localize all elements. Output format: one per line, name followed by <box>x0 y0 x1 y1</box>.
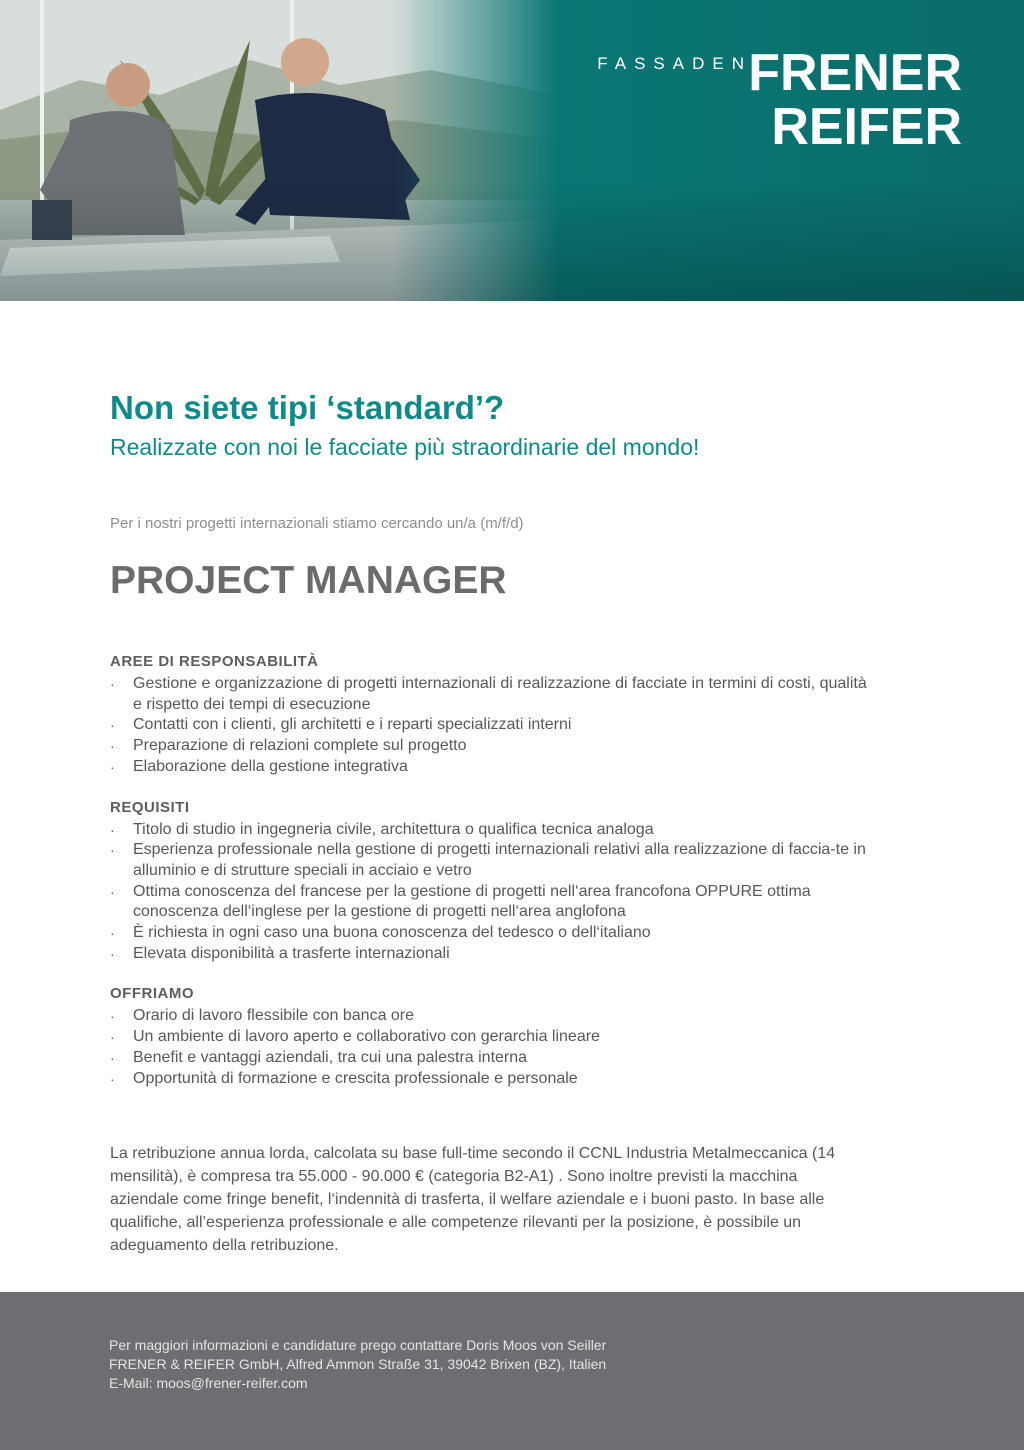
company-logo <box>597 44 962 156</box>
bullet-icon: · <box>110 1029 115 1046</box>
section-heading: REQUISITI <box>110 798 190 816</box>
offers-list <box>110 1006 890 1089</box>
headline: Non siete tipi ‘standard’? <box>110 389 505 426</box>
bullet-icon: · <box>110 676 115 692</box>
contact-line: Per maggiori informazioni e candidature prego contattare Doris Moos von Seiller <box>109 1337 607 1353</box>
job-title: PROJECT MANAGER <box>110 559 507 602</box>
logo-line-2: REIFER <box>771 98 962 156</box>
section-requirements <box>110 798 890 965</box>
section-heading: OFFRIAMO <box>110 985 194 1003</box>
bullet-icon: · <box>110 1008 115 1025</box>
requirements-list <box>110 820 890 965</box>
list-item: · Ottima conoscenza del francese per la gestione di progetti nell‘area francofona OPPURE ottima conoscenza dell‘inglese per la gestione di progetti nell‘area anglofona <box>110 882 811 921</box>
bullet-icon: · <box>110 758 115 775</box>
list-item: · Elevata disponibilità a trasferte internazionali <box>110 944 871 965</box>
section-heading: AREE DI RESPONSABILITÀ <box>110 653 319 670</box>
bullet-icon: · <box>110 925 115 942</box>
subheadline: Realizzate con noi le facciate più straordinarie del mondo! <box>110 434 700 460</box>
list-item: · Titolo di studio in ingegneria civile, architettura o qualifica tecnica analoga <box>110 820 871 841</box>
intro-text: Per i nostri progetti internazionali stiamo cercando un/a (m/f/d) <box>110 515 524 532</box>
bullet-icon: · <box>110 738 115 755</box>
list-item: · Esperienza professionale nella gestione di progetti internazionali relativi alla realizzazione di faccia-te in alluminio e di strutture speciali in acciaio e vetro <box>110 841 866 879</box>
list-item: · Opportunità di formazione e crescita professionale e personale <box>110 1069 871 1090</box>
list-item: · È richiesta in ogni caso una buona conoscenza del tedesco o dell‘italiano <box>110 923 871 944</box>
list-item: · Gestione e organizzazione di progetti internazionali di realizzazione di facciate in termini di costi, qualità e rispetto dei tempi di esecuzione <box>110 675 867 713</box>
bullet-icon: · <box>110 821 115 838</box>
list-item: · Benefit e vantaggi aziendali, tra cui una palestra interna <box>110 1048 871 1069</box>
contact-footer <box>0 1292 1024 1450</box>
list-item: · Contatti con i clienti, gli architetti e i reparti specializzati interni <box>110 715 871 736</box>
logo-prefix: FASSADEN <box>597 54 752 73</box>
section-responsibilities <box>110 652 890 778</box>
section-offers <box>110 984 890 1089</box>
header-banner <box>0 0 1024 301</box>
bullet-icon: · <box>110 1049 115 1066</box>
company-address: FRENER & REIFER GmbH, Alfred Ammon Straße 31, 39042 Brixen (BZ), Italien <box>109 1356 607 1372</box>
bullet-icon: · <box>110 842 115 859</box>
contact-email[interactable]: E-Mail: moos@frener-reifer.com <box>109 1375 308 1391</box>
bullet-icon: · <box>110 1070 115 1087</box>
list-item: · Elaborazione della gestione integrativa <box>110 757 871 778</box>
responsibilities-list <box>110 674 890 778</box>
banner-shade <box>0 181 1024 301</box>
job-posting <box>110 388 890 1257</box>
bullet-icon: · <box>110 883 115 900</box>
bullet-icon: · <box>110 945 115 962</box>
logo-line-1: FRENER <box>748 44 962 102</box>
contact-info <box>109 1336 606 1393</box>
list-item: · Un ambiente di lavoro aperto e collaborativo con gerarchia lineare <box>110 1027 871 1048</box>
list-item: · Orario di lavoro flessibile con banca ore <box>110 1006 871 1027</box>
salary-paragraph: La retribuzione annua lorda, calcolata su base full-time secondo il CCNL Industria Metalmeccanica (14 mensilità), è compresa tra 55.000 - 90.000 € (categoria B2-A1) . Sono inoltre previsti la macchina aziendale come fringe benefit, l‘indennità di trasferta, il welfare aziendale e i buoni pasto. In base alle qualifiche, all’esperienza professionale e alle competenze rilevanti per la posizione, è possibile un adeguamento della retribuzione. <box>110 1145 836 1255</box>
list-item: · Preparazione di relazioni complete sul progetto <box>110 736 871 757</box>
bullet-icon: · <box>110 717 115 734</box>
